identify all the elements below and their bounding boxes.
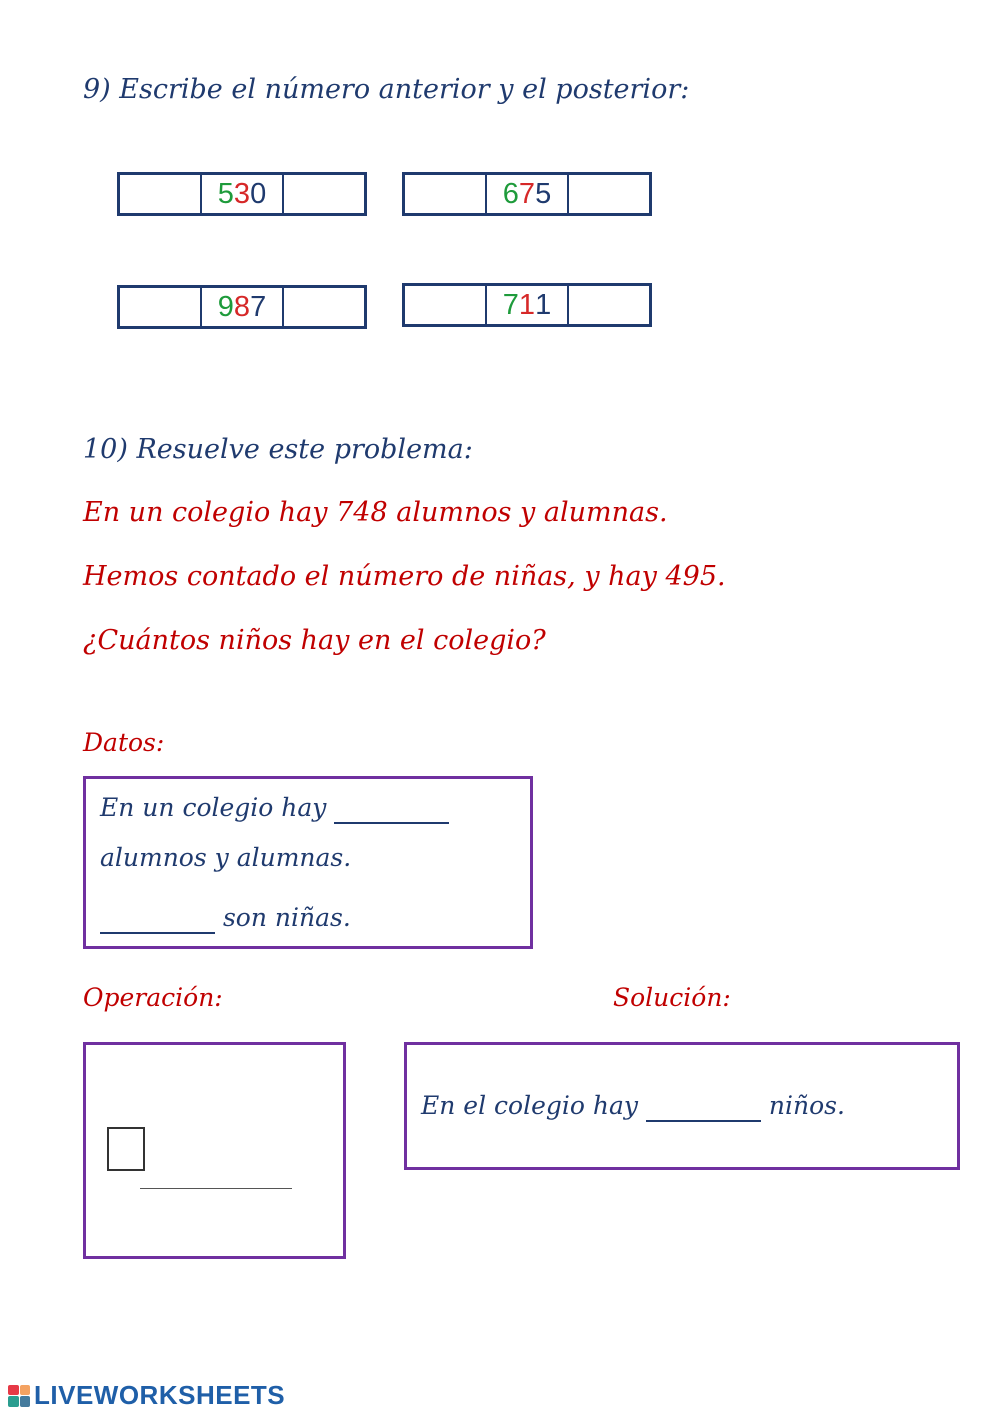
digit-hundreds: 7 [502, 288, 519, 321]
problem-line-3: ¿Cuántos niños hay en el colegio? [83, 625, 546, 656]
digit-hundreds: 5 [217, 177, 234, 210]
digit-hundreds: 6 [502, 177, 519, 210]
datos-box [83, 776, 533, 949]
digit-hundreds: 9 [217, 290, 234, 323]
solucion-before-text: En el colegio hay [421, 1091, 639, 1120]
footer [8, 1380, 285, 1411]
liveworksheets-logo-icon [8, 1385, 30, 1407]
datos-line-3-text: son niñas. [222, 903, 351, 932]
next-number-input[interactable] [284, 288, 364, 326]
problem-line-2: Hemos contado el número de niñas, y hay 495. [83, 561, 726, 592]
digit-units: 1 [535, 288, 552, 321]
digit-units: 7 [250, 290, 267, 323]
logo-square-3 [8, 1396, 19, 1407]
number-box-3 [117, 285, 367, 329]
solucion-after-text: niños. [768, 1091, 845, 1120]
solucion-box [404, 1042, 960, 1170]
next-number-cell[interactable] [569, 286, 649, 324]
datos-line-2: alumnos y alumnas. [100, 843, 352, 872]
previous-number-cell[interactable] [120, 175, 202, 213]
boys-count-input[interactable] [646, 1094, 761, 1122]
digit-units: 0 [250, 177, 267, 210]
exercise-10-title: 10) Resuelve este problema: [83, 434, 473, 465]
digit-tens: 3 [233, 177, 251, 210]
given-number [487, 175, 569, 213]
operation-result-line [140, 1188, 292, 1189]
digit-tens: 8 [233, 290, 251, 323]
previous-number-input[interactable] [405, 286, 485, 324]
operation-sign-input[interactable] [107, 1127, 145, 1171]
problem-line-1: En un colegio hay 748 alumnos y alumnas. [83, 497, 668, 528]
number-box-2 [402, 172, 652, 216]
girls-count-input[interactable] [100, 906, 215, 934]
total-students-input[interactable] [334, 796, 449, 824]
previous-number-input[interactable] [120, 175, 200, 213]
datos-label: Datos: [83, 728, 165, 757]
operacion-label: Operación: [83, 983, 223, 1012]
next-number-input[interactable] [569, 175, 649, 213]
digit-tens: 7 [518, 177, 536, 210]
next-number-cell[interactable] [284, 175, 364, 213]
exercise-9-title: 9) Escribe el número anterior y el posterior: [83, 74, 690, 105]
logo-square-2 [20, 1385, 31, 1396]
operacion-box [83, 1042, 346, 1259]
given-number [487, 286, 569, 324]
previous-number-cell[interactable] [120, 288, 202, 326]
number-box-1 [117, 172, 367, 216]
previous-number-cell[interactable] [405, 175, 487, 213]
given-number [202, 288, 284, 326]
next-number-input[interactable] [569, 286, 649, 324]
previous-number-input[interactable] [120, 288, 200, 326]
given-number [202, 175, 284, 213]
next-number-cell[interactable] [284, 288, 364, 326]
digit-tens: 1 [518, 288, 536, 321]
digit-units: 5 [535, 177, 552, 210]
solucion-label: Solución: [613, 983, 731, 1012]
datos-line-1-text: En un colegio hay [100, 793, 327, 822]
datos-line-1 [100, 793, 449, 824]
footer-brand: LIVEWORKSHEETS [34, 1380, 286, 1410]
next-number-cell[interactable] [569, 175, 649, 213]
number-box-4 [402, 283, 652, 327]
previous-number-cell[interactable] [405, 286, 487, 324]
previous-number-input[interactable] [405, 175, 485, 213]
next-number-input[interactable] [284, 175, 364, 213]
datos-line-3 [100, 903, 351, 934]
logo-square-4 [20, 1396, 31, 1407]
logo-square-1 [8, 1385, 19, 1396]
solucion-line [421, 1091, 845, 1122]
